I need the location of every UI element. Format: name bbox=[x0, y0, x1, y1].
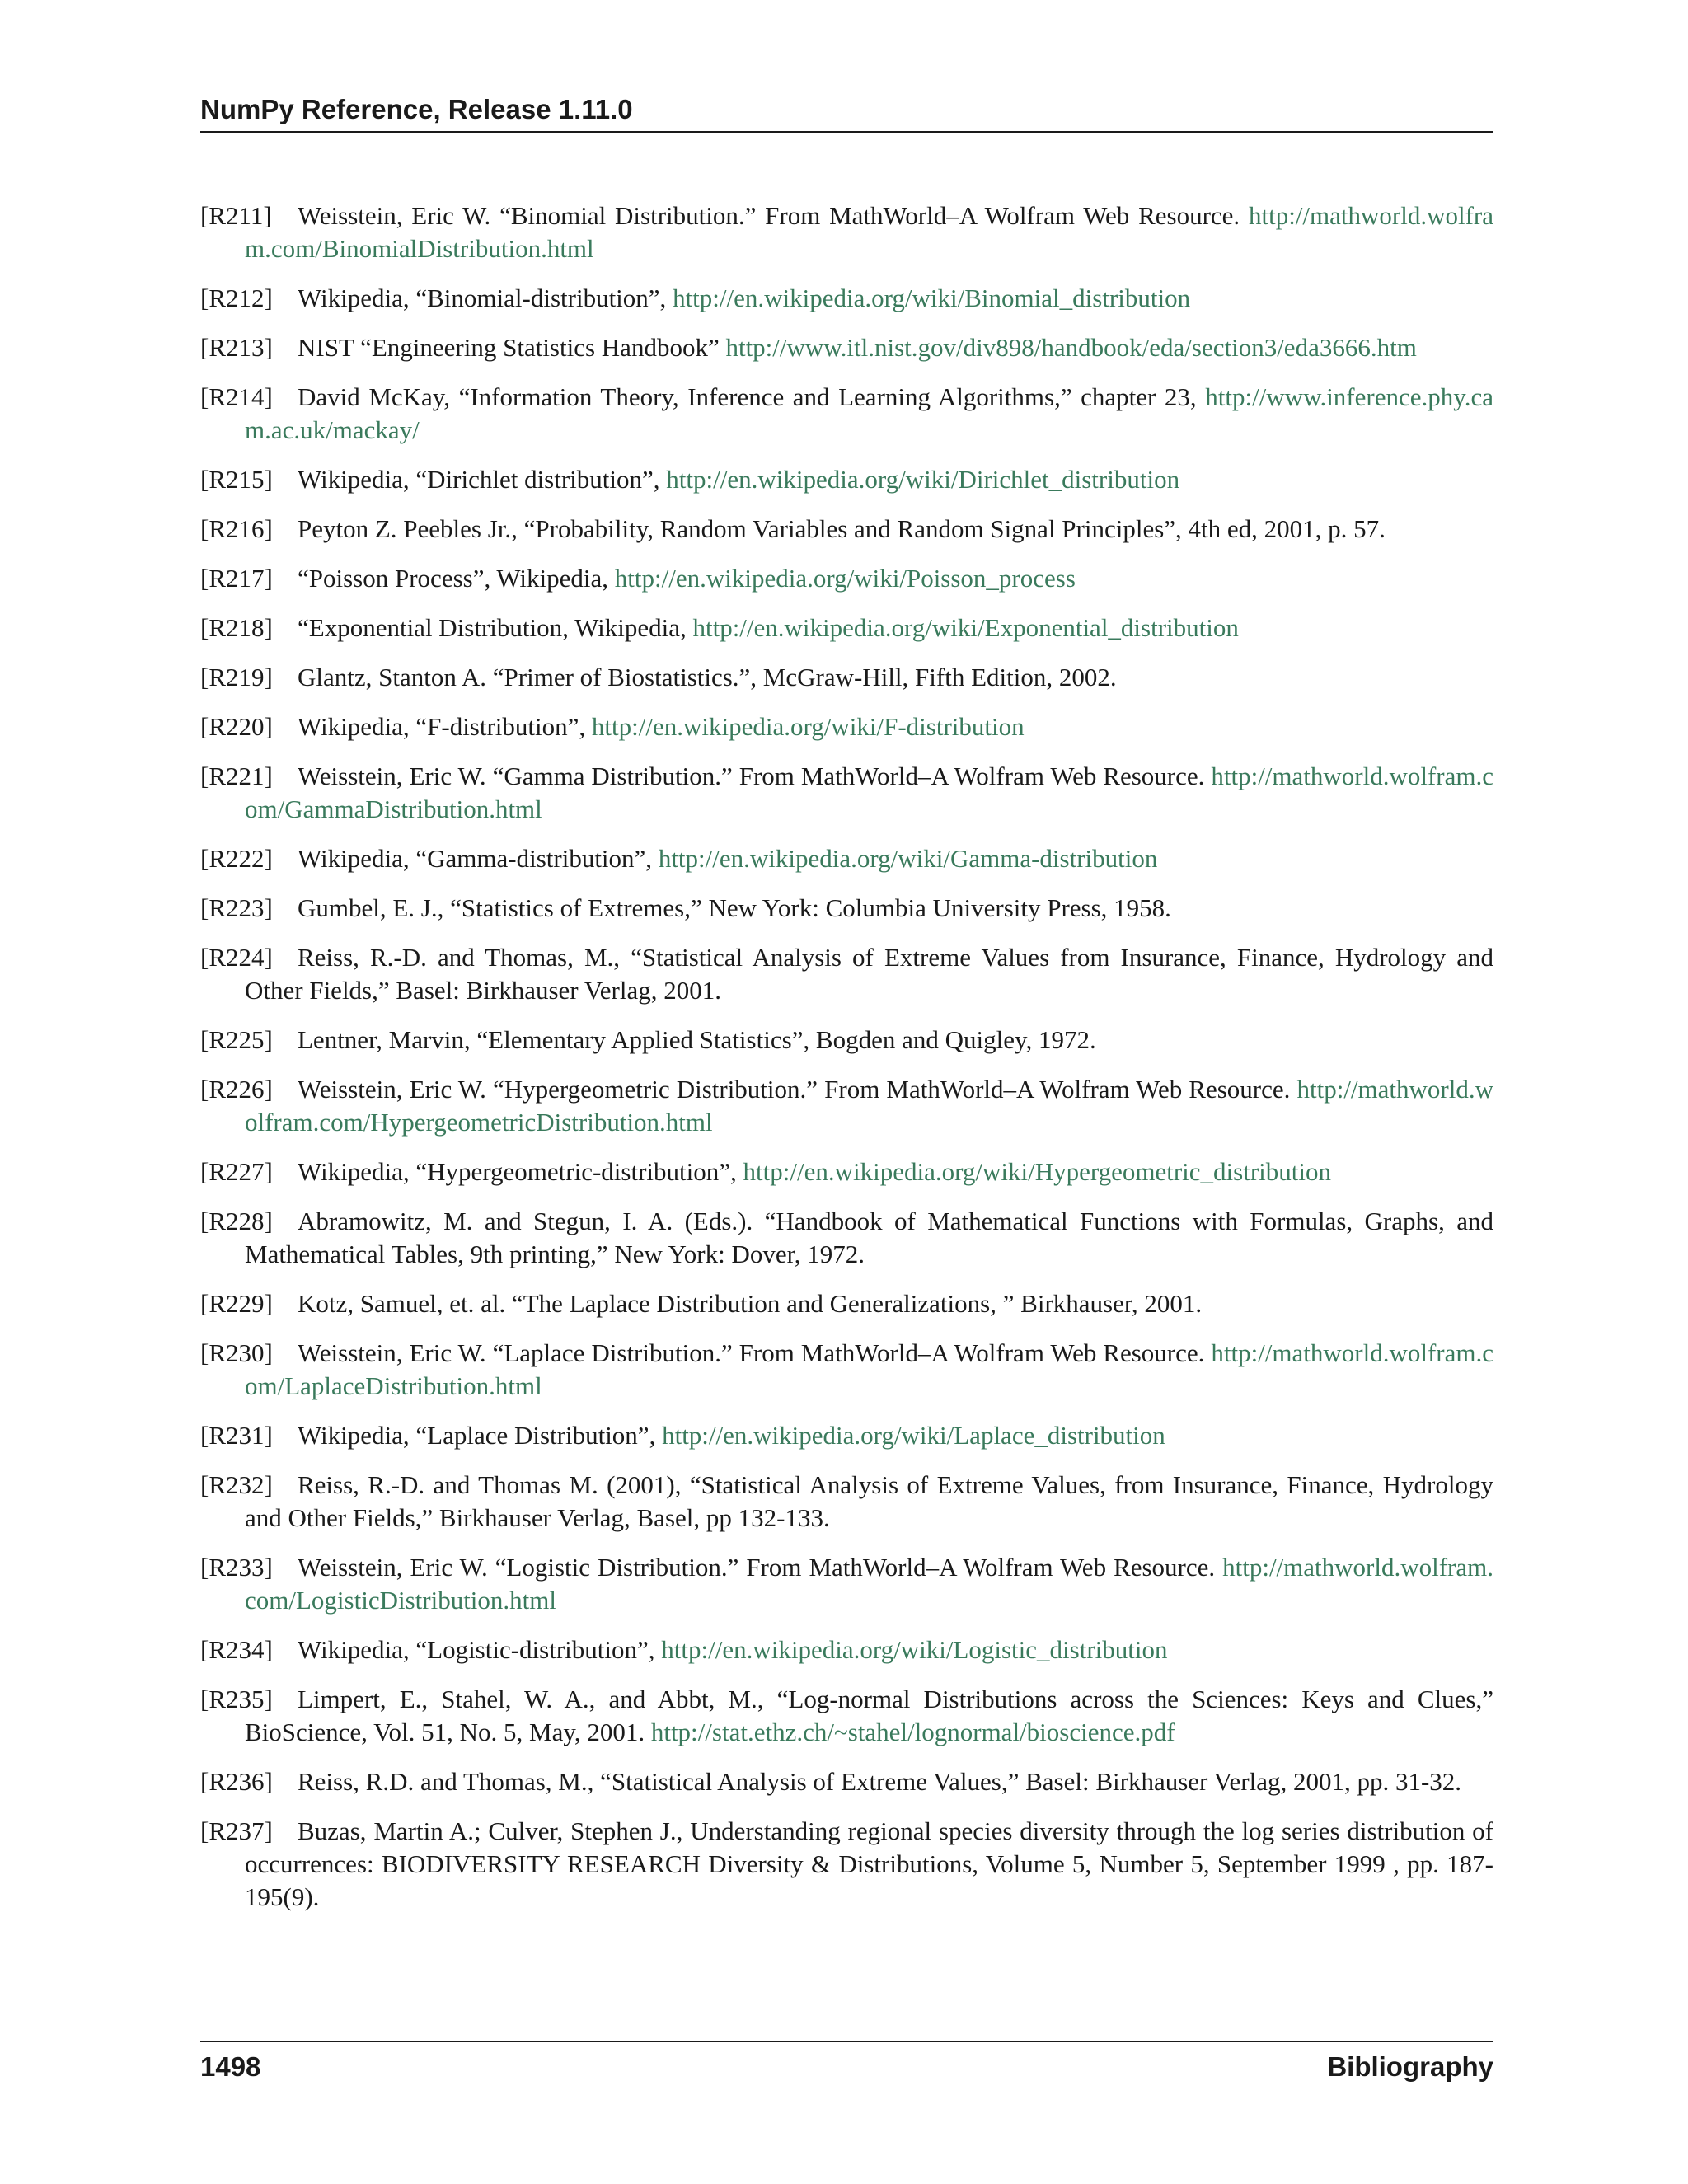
reference-label: [R217] bbox=[200, 564, 273, 593]
reference-label: [R231] bbox=[200, 1421, 273, 1450]
reference-label: [R215] bbox=[200, 465, 273, 494]
running-header bbox=[200, 93, 1493, 133]
reference-link[interactable]: http://en.wikipedia.org/wiki/Hypergeometric_distribution bbox=[743, 1157, 1332, 1186]
reference-text: Weisstein, Eric W. “Laplace Distribution.” From MathWorld–A Wolfram Web Resource. bbox=[298, 1338, 1212, 1367]
reference-text: Reiss, R.D. and Thomas, M., “Statistical Analysis of Extreme Values,” Basel: Birkhauser Verlag, 2001, pp. 31-32. bbox=[298, 1767, 1462, 1796]
reference-text: Kotz, Samuel, et. al. “The Laplace Distribution and Generalizations, ” Birkhauser, 2001. bbox=[298, 1289, 1203, 1318]
reference-label: [R233] bbox=[200, 1553, 273, 1582]
reference-item bbox=[200, 282, 1493, 315]
reference-item bbox=[200, 562, 1493, 595]
reference-label: [R213] bbox=[200, 333, 273, 362]
reference-label: [R226] bbox=[200, 1075, 273, 1104]
reference-text: Reiss, R.-D. and Thomas M. (2001), “Statistical Analysis of Extreme Values, from Insurance, Finance, Hydrology and Other Fields,” Birkhauser Verlag, Basel, pp 132-133. bbox=[245, 1470, 1493, 1532]
reference-text: Wikipedia, “Logistic-distribution”, bbox=[298, 1635, 662, 1664]
reference-label: [R229] bbox=[200, 1289, 273, 1318]
reference-link[interactable]: http://en.wikipedia.org/wiki/Binomial_distribution bbox=[673, 284, 1191, 312]
reference-label: [R214] bbox=[200, 382, 273, 411]
reference-label: [R222] bbox=[200, 844, 273, 873]
reference-label: [R230] bbox=[200, 1338, 273, 1367]
reference-link[interactable]: http://en.wikipedia.org/wiki/Poisson_process bbox=[614, 564, 1076, 593]
reference-text: Buzas, Martin A.; Culver, Stephen J., Understanding regional species diversity through the log series distribution of occurrences: BIODIVERSITY RESEARCH Diversity & Distributions, Volume 5, Number 5, September 1999 , pp. 187-195(9). bbox=[245, 1816, 1493, 1911]
reference-text: Wikipedia, “Binomial-distribution”, bbox=[298, 284, 673, 312]
reference-text: Peyton Z. Peebles Jr., “Probability, Random Variables and Random Signal Principles”, 4th ed, 2001, p. 57. bbox=[298, 514, 1386, 543]
reference-item bbox=[200, 1155, 1493, 1188]
reference-label: [R236] bbox=[200, 1767, 273, 1796]
reference-text: Abramowitz, M. and Stegun, I. A. (Eds.). “Handbook of Mathematical Functions with Formulas, Graphs, and Mathematical Tables, 9th printing,” New York: Dover, 1972. bbox=[245, 1207, 1493, 1268]
reference-link[interactable]: http://en.wikipedia.org/wiki/Exponential_distribution bbox=[692, 613, 1239, 642]
reference-link[interactable]: http://stat.ethz.ch/~stahel/lognormal/bioscience.pdf bbox=[650, 1718, 1175, 1746]
reference-item bbox=[200, 1337, 1493, 1403]
reference-text: Weisstein, Eric W. “Logistic Distribution.” From MathWorld–A Wolfram Web Resource. bbox=[298, 1553, 1223, 1582]
page-number: 1498 bbox=[200, 2051, 261, 2082]
reference-text: “Exponential Distribution, Wikipedia, bbox=[298, 613, 693, 642]
reference-item bbox=[200, 941, 1493, 1007]
reference-text: Wikipedia, “F-distribution”, bbox=[298, 712, 592, 741]
reference-label: [R237] bbox=[200, 1816, 273, 1845]
reference-text: Reiss, R.-D. and Thomas, M., “Statistical Analysis of Extreme Values from Insurance, Finance, Hydrology and Other Fields,” Basel: Birkhauser Verlag, 2001. bbox=[245, 943, 1493, 1005]
reference-item bbox=[200, 710, 1493, 743]
reference-label: [R212] bbox=[200, 284, 273, 312]
footer-section-title: Bibliography bbox=[1327, 2051, 1493, 2082]
reference-text: Gumbel, E. J., “Statistics of Extremes,” New York: Columbia University Press, 1958. bbox=[298, 893, 1171, 922]
reference-link[interactable]: http://en.wikipedia.org/wiki/Gamma-distribution bbox=[658, 844, 1158, 873]
reference-item bbox=[200, 331, 1493, 364]
reference-item bbox=[200, 463, 1493, 496]
reference-link[interactable]: http://www.inference.phy.cam.ac.uk/mackay/ bbox=[245, 382, 1493, 444]
reference-item bbox=[200, 1633, 1493, 1666]
reference-text: “Poisson Process”, Wikipedia, bbox=[298, 564, 615, 593]
reference-item bbox=[200, 892, 1493, 925]
reference-link[interactable]: http://mathworld.wolfram.com/HypergeometricDistribution.html bbox=[245, 1075, 1493, 1137]
reference-text: David McKay, “Information Theory, Inference and Learning Algorithms,” chapter 23, bbox=[298, 382, 1206, 411]
reference-label: [R232] bbox=[200, 1470, 273, 1499]
reference-item bbox=[200, 1765, 1493, 1798]
reference-text: Weisstein, Eric W. “Gamma Distribution.” From MathWorld–A Wolfram Web Resource. bbox=[298, 762, 1212, 790]
reference-link[interactable]: http://www.itl.nist.gov/div898/handbook/eda/section3/eda3666.htm bbox=[725, 333, 1417, 362]
running-footer bbox=[200, 2041, 1493, 2087]
reference-item bbox=[200, 1683, 1493, 1749]
reference-text: Wikipedia, “Laplace Distribution”, bbox=[298, 1421, 663, 1450]
reference-text: Wikipedia, “Gamma-distribution”, bbox=[298, 844, 659, 873]
reference-item bbox=[200, 199, 1493, 265]
reference-text: Glantz, Stanton A. “Primer of Biostatistics.”, McGraw-Hill, Fifth Edition, 2002. bbox=[298, 663, 1117, 691]
reference-link[interactable]: http://en.wikipedia.org/wiki/F-distribution bbox=[591, 712, 1025, 741]
reference-text: Lentner, Marvin, “Elementary Applied Statistics”, Bogden and Quigley, 1972. bbox=[298, 1025, 1096, 1054]
reference-text: Wikipedia, “Dirichlet distribution”, bbox=[298, 465, 667, 494]
reference-link[interactable]: http://mathworld.wolfram.com/LaplaceDistribution.html bbox=[245, 1338, 1493, 1400]
reference-item bbox=[200, 1419, 1493, 1452]
reference-label: [R218] bbox=[200, 613, 273, 642]
reference-link[interactable]: http://mathworld.wolfram.com/GammaDistribution.html bbox=[245, 762, 1493, 823]
reference-item bbox=[200, 1205, 1493, 1271]
header-title: NumPy Reference, Release 1.11.0 bbox=[200, 94, 633, 124]
reference-label: [R225] bbox=[200, 1025, 273, 1054]
reference-item bbox=[200, 1287, 1493, 1320]
reference-text: Weisstein, Eric W. “Hypergeometric Distribution.” From MathWorld–A Wolfram Web Resource. bbox=[298, 1075, 1297, 1104]
reference-label: [R221] bbox=[200, 762, 273, 790]
reference-item bbox=[200, 1073, 1493, 1139]
reference-label: [R216] bbox=[200, 514, 273, 543]
reference-item bbox=[200, 1024, 1493, 1057]
reference-label: [R234] bbox=[200, 1635, 273, 1664]
reference-label: [R228] bbox=[200, 1207, 273, 1235]
bibliography-list bbox=[200, 199, 1493, 1930]
reference-label: [R227] bbox=[200, 1157, 273, 1186]
reference-label: [R219] bbox=[200, 663, 273, 691]
reference-link[interactable]: http://en.wikipedia.org/wiki/Laplace_distribution bbox=[662, 1421, 1165, 1450]
reference-label: [R235] bbox=[200, 1685, 273, 1713]
reference-label: [R220] bbox=[200, 712, 273, 741]
reference-item bbox=[200, 1551, 1493, 1617]
reference-text: Limpert, E., Stahel, W. A., and Abbt, M., “Log-normal Distributions across the Sciences: Keys and Clues,” BioScience, Vol. 51, No. 5, May, 2001. bbox=[245, 1685, 1493, 1746]
reference-text: Wikipedia, “Hypergeometric-distribution”, bbox=[298, 1157, 743, 1186]
reference-link[interactable]: http://en.wikipedia.org/wiki/Logistic_distribution bbox=[661, 1635, 1168, 1664]
reference-item bbox=[200, 513, 1493, 546]
reference-label: [R211] bbox=[200, 201, 272, 230]
reference-label: [R223] bbox=[200, 893, 273, 922]
reference-item bbox=[200, 1469, 1493, 1535]
reference-item bbox=[200, 381, 1493, 447]
reference-item bbox=[200, 1815, 1493, 1914]
reference-text: NIST “Engineering Statistics Handbook” bbox=[298, 333, 726, 362]
reference-item bbox=[200, 661, 1493, 694]
reference-text: Weisstein, Eric W. “Binomial Distribution.” From MathWorld–A Wolfram Web Resource. bbox=[298, 201, 1249, 230]
reference-link[interactable]: http://mathworld.wolfram.com/BinomialDistribution.html bbox=[245, 201, 1493, 263]
reference-item bbox=[200, 612, 1493, 644]
reference-item bbox=[200, 842, 1493, 875]
reference-link[interactable]: http://mathworld.wolfram.com/LogisticDistribution.html bbox=[245, 1553, 1493, 1615]
reference-item bbox=[200, 760, 1493, 826]
reference-link[interactable]: http://en.wikipedia.org/wiki/Dirichlet_distribution bbox=[666, 465, 1180, 494]
reference-label: [R224] bbox=[200, 943, 273, 972]
